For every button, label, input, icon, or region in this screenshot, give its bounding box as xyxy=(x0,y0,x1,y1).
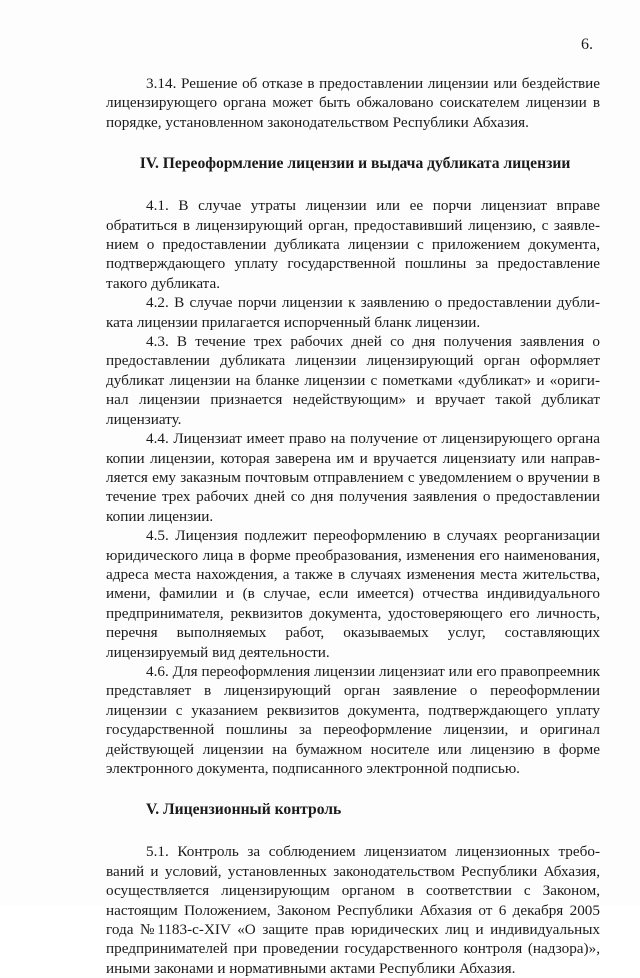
paragraph-4-4: 4.4. Лицензиат имеет право на получение от лицензирующего органа копии лицензии, которая заверена им и вручается лицензиату или направляется ему заказным почтовым отправлением с уведомлением о вручении в течение трех рабочих дней со дня получения заявления о предоставлении копии лицензии. xyxy=(106,430,600,525)
paragraph-5-1: 5.1. Контроль за соблюдением лицензиатом лицензионных требований и условий, установленных законодательством Республики Абхазия, осуществляется лицензирующим органом в соответствии с Законом, настоящим Положением, Законом Республики Абхазия от 6 декабря 2005 года №1183-с-XIV «О защите прав юридических лиц и индивидуальных предпринимателей при проведении государственного контроля (надзора)», иными законами и нормативными актами Республики Абхазия. xyxy=(106,843,600,977)
section-heading-iv: IV. Переоформление лицензии и выдача дубликата лицензии xyxy=(139,155,571,173)
page-number: 6. xyxy=(581,36,593,53)
document-body xyxy=(106,74,600,978)
section-heading-v: V. Лицензионный контроль xyxy=(146,801,342,819)
paragraph-3-14: 3.14. Решение об отказе в предоставлении лицензии или бездействие лицензирующего органа может быть обжаловано соискателем лицензии в порядке, установленном законодательством Республики Абхазия. xyxy=(106,75,600,131)
paragraph-4-1: 4.1. В случае утраты лицензии или ее порчи лицензиат вправе обратиться в лицензирующий орган, предоставивший лицензию, с заявлением о предоставлении дубликата лицензии с приложением документа, подтверждающего уплату государственной пошлины за предоставление такого дубликата. xyxy=(106,197,600,292)
paragraph-4-2: 4.2. В случае порчи лицензии к заявлению о предоставлении дубликата лицензии прилагается испорченный бланк лицензии. xyxy=(106,294,600,331)
paragraph-4-6: 4.6. Для переоформления лицензии лицензиат или его правопреемник представляет в лицензирующий орган заявление о переоформлении лицензии с указанием реквизитов документа, подтверждающего уплату государственной пошлины за переоформление лицензии, и оригинал действующей лицензии на бумажном носителе или лицензию в форме электронного документа, подписанного электронной подписью. xyxy=(106,662,600,777)
paragraph-4-3: 4.3. В течение трех рабочих дней со дня получения заявления о предоставлении дубликата лицензии лицензирующий орган оформляет дубликат лицензии на бланке лицензии с пометками «дубликат» и «оригинал лицензии признается недействующим» и вручает такой дубликат лицензиату. xyxy=(106,333,600,428)
paragraph-4-5: 4.5. Лицензия подлежит переоформлению в случаях реорганизации юридического лица в форме преобразования, изменения его наименования, адреса места нахождения, а также в случаях изменения места жительства, имени, фамилии и (в случае, если имеется) отчества индивидуального предпринимателя, реквизитов документа, удостоверяющего его личность, перечня выполняемых работ, оказываемых услуг, составляющих лицензируемый вид деятельности. xyxy=(106,527,600,661)
